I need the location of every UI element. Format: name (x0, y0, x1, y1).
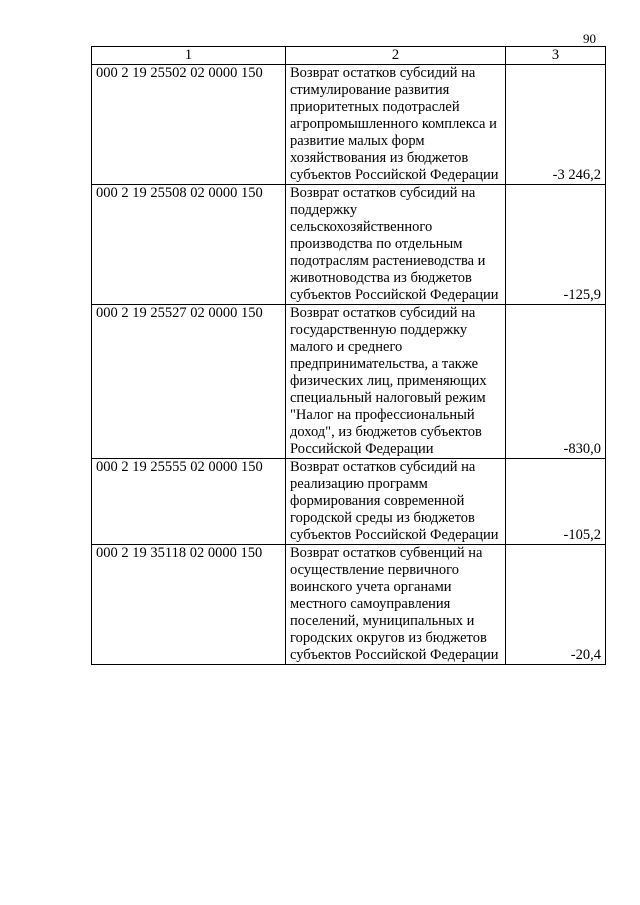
row-description: Возврат остатков субсидий на стимулирование развития приоритетных подотраслей агропромышленного комплекса и развитие малых форм хозяйствования из бюджетов субъектов Российской Федерации (286, 65, 506, 185)
table-header-row (92, 47, 606, 65)
row-description: Возврат остатков субвенций на осуществление первичного воинского учета органами местного самоуправления поселений, муниципальных и городских округов из бюджетов субъектов Российской Федерации (286, 545, 506, 665)
row-amount: -3 246,2 (506, 65, 606, 185)
row-description: Возврат остатков субсидий на государственную поддержку малого и среднего предпринимательства, а также физических лиц, применяющих специальный налоговый режим "Налог на профессиональный доход", из бюджетов субъектов Российской Федерации (286, 305, 506, 459)
row-amount: -125,9 (506, 185, 606, 305)
budget-code: 000 2 19 25502 02 0000 150 (92, 65, 286, 185)
row-amount: -830,0 (506, 305, 606, 459)
column-header-3: 3 (506, 47, 606, 65)
table-row (92, 305, 606, 459)
table-row (92, 459, 606, 545)
budget-code: 000 2 19 35118 02 0000 150 (92, 545, 286, 665)
row-description: Возврат остатков субсидий на реализацию программ формирования современной городской среды из бюджетов субъектов Российской Федерации (286, 459, 506, 545)
page-number: 90 (583, 31, 596, 46)
budget-code: 000 2 19 25508 02 0000 150 (92, 185, 286, 305)
budget-code: 000 2 19 25527 02 0000 150 (92, 305, 286, 459)
table-row (92, 185, 606, 305)
budget-code: 000 2 19 25555 02 0000 150 (92, 459, 286, 545)
row-amount: -105,2 (506, 459, 606, 545)
column-header-1: 1 (92, 47, 286, 65)
table-row (92, 65, 606, 185)
table-row (92, 545, 606, 665)
budget-table (91, 46, 606, 665)
row-description: Возврат остатков субсидий на поддержку сельскохозяйственного производства по отдельным подотраслям растениеводства и животноводства из бюджетов субъектов Российской Федерации (286, 185, 506, 305)
row-amount: -20,4 (506, 545, 606, 665)
column-header-2: 2 (286, 47, 506, 65)
